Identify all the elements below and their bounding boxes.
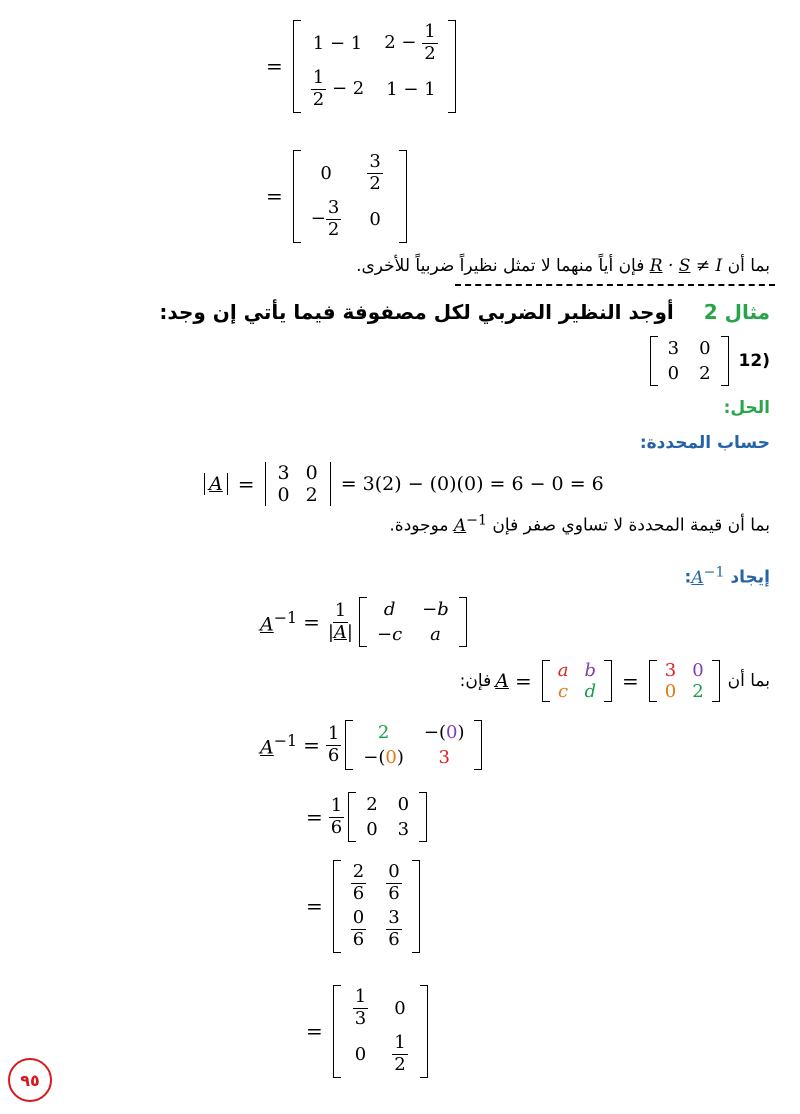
simplified-matrix: 2 0 0 3	[348, 792, 427, 842]
example-title: أوجد النظير الضربي لكل مصفوفة فيما يأتي إن وجد:	[159, 300, 674, 324]
inverse-swap-equation: $A^{-1}$ = $\frac{1}{6}$ 2 −(0) −(0) 3	[260, 720, 486, 770]
inverse-formula: $A^{-1}$ = $\frac{1}{|A|}$ d −b −c a	[260, 597, 471, 647]
final-matrix: $\frac{1}{3}$ 0 0 $\frac{1}{2}$	[333, 985, 428, 1078]
page-number-badge	[8, 1058, 52, 1102]
rs-res-22: 0	[369, 209, 381, 231]
example-label: مثال 2	[703, 300, 770, 324]
problem-matrix: 3 0 0 2	[650, 336, 729, 386]
page-number: ٩٥	[20, 1070, 40, 1090]
determinant-expression: = 3(2) − (0)(0) = 6 − 0 = 6	[340, 473, 604, 495]
formula-matrix: d −b −c a	[359, 597, 467, 647]
rs-cell-11: 1 − 1	[312, 32, 363, 54]
a-values-matrix: 3 0 0 2	[649, 660, 720, 702]
rs-result-equation: = 0 $\frac{3}{2}$ − $\frac{3}{2}$ 0	[260, 150, 411, 243]
inverse-final-equation: = $\frac{1}{3}$ 0 0 $\frac{1}{2}$	[300, 985, 432, 1078]
det-nonzero-conclusion: بما أن قيمة المحددة لا تساوي صفر فإن $A^{-1}$ موجودة.	[389, 512, 770, 536]
not-identity-conclusion: بما أن R · S ≠ I فإن أياً منهما لا تمثل نظيراً ضربياً للأخرى.	[356, 256, 770, 276]
rs-cell-22: 1 − 1	[386, 79, 436, 101]
then-suffix: فإن:	[459, 671, 492, 691]
since-A-line: بما أن A = a b c d = 3 0 0 2 فإن:	[459, 660, 770, 702]
inverse-heading: إيجاد $A^{-1}$:	[684, 564, 770, 588]
problem-12	[646, 336, 770, 386]
example-heading	[159, 300, 770, 324]
division-matrix: $\frac{2}{6}$ $\frac{0}{6}$ $\frac{0}{6}$ $\frac{3}{6}$	[333, 860, 420, 953]
rs-result-matrix: 0 $\frac{3}{2}$ − $\frac{3}{2}$ 0	[293, 150, 407, 243]
determinant-equation: A = 3 0 0 2 = 3(2) − (0)(0) = 6 − 0 = 6	[200, 462, 604, 506]
determinant-heading: حساب المحددة:	[639, 433, 770, 453]
since-prefix: بما أن	[727, 671, 770, 691]
problem-number: (12	[738, 351, 770, 371]
swap-matrix: 2 −(0) −(0) 3	[345, 720, 482, 770]
rs-res-11: 0	[320, 162, 332, 184]
determinant-matrix: 3 0 0 2	[261, 462, 335, 506]
inverse-simplified-equation: = $\frac{1}{6}$ 2 0 0 3	[300, 792, 431, 842]
rs-difference-equation: = 1 − 1 2 − $\frac{1}{2}$ $\frac{1}{2}$ − 2 1 − 1	[260, 20, 460, 113]
rs-difference-matrix: 1 − 1 2 − $\frac{1}{2}$ $\frac{1}{2}$ − 2 1 − 1	[293, 20, 456, 113]
solution-label: الحل:	[723, 398, 770, 418]
abcd-matrix: a b c d	[542, 660, 612, 702]
separator-line	[455, 284, 775, 286]
inverse-division-equation: = $\frac{2}{6}$ $\frac{0}{6}$ $\frac{0}{6}$ $\frac{3}{6}$	[300, 860, 424, 953]
